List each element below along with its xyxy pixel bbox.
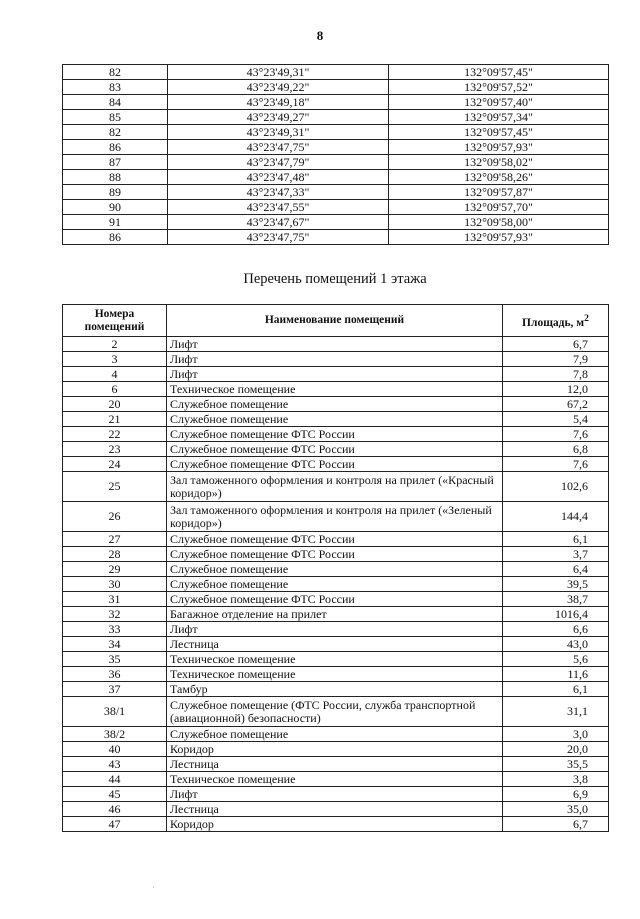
room-number: 38/2 [63, 727, 167, 742]
room-number: 4 [63, 367, 167, 382]
room-name: Лифт [167, 787, 503, 802]
coordinate-row [63, 140, 609, 155]
coordinate-latitude: 43°23'47,79" [168, 155, 389, 170]
coordinate-longitude: 132°09'57,87" [389, 185, 609, 200]
coordinate-longitude: 132°09'57,45" [389, 125, 609, 140]
room-name: Багажное отделение на прилет [167, 607, 503, 622]
room-area: 67,2 [503, 397, 609, 412]
room-row [63, 667, 609, 682]
coordinate-longitude: 132°09'58,26" [389, 170, 609, 185]
room-name: Служебное помещение ФТС России [167, 592, 503, 607]
header-room-number-line2: помещений [84, 320, 145, 333]
room-area: 6,7 [503, 337, 609, 352]
section-title: Перечень помещений 1 этажа [243, 271, 427, 287]
coordinate-point: 88 [63, 170, 168, 185]
room-name: Служебное помещение [167, 727, 503, 742]
coordinate-longitude: 132°09'58,00" [389, 215, 609, 230]
room-area: 11,6 [503, 667, 609, 682]
coordinate-latitude: 43°23'47,55" [168, 200, 389, 215]
room-number: 6 [63, 382, 167, 397]
coordinate-point: 84 [63, 95, 168, 110]
coordinate-row [63, 125, 609, 140]
coordinate-longitude: 132°09'57,52" [389, 80, 609, 95]
room-name: Лифт [167, 367, 503, 382]
coordinate-row [63, 110, 609, 125]
room-number: 22 [63, 427, 167, 442]
room-area: 1016,4 [503, 607, 609, 622]
room-row [63, 607, 609, 622]
room-area: 3,7 [503, 547, 609, 562]
room-area: 7,9 [503, 352, 609, 367]
room-area: 35,0 [503, 802, 609, 817]
room-name: Служебное помещение [167, 412, 503, 427]
header-room-name: Наименование помещений [167, 305, 503, 337]
room-number: 2 [63, 337, 167, 352]
room-name: Служебное помещение ФТС России [167, 532, 503, 547]
room-number: 25 [63, 472, 167, 502]
coordinate-row [63, 215, 609, 230]
room-name: Техническое помещение [167, 652, 503, 667]
coordinate-latitude: 43°23'47,67" [168, 215, 389, 230]
room-area: 7,6 [503, 457, 609, 472]
room-row [63, 682, 609, 697]
coordinate-point: 87 [63, 155, 168, 170]
coordinate-row [63, 230, 609, 245]
coordinate-point: 86 [63, 230, 168, 245]
header-area-sup: 2 [584, 312, 589, 324]
coordinate-longitude: 132°09'57,34" [389, 110, 609, 125]
room-area: 39,5 [503, 577, 609, 592]
coordinate-longitude: 132°09'58,02" [389, 155, 609, 170]
coordinate-longitude: 132°09'57,45" [389, 65, 609, 80]
room-row [63, 547, 609, 562]
room-number: 47 [63, 817, 167, 832]
room-name: Зал таможенного оформления и контроля на прилет («Красный коридор») [167, 472, 503, 502]
room-name: Лифт [167, 337, 503, 352]
room-row [63, 427, 609, 442]
room-area: 6,8 [503, 442, 609, 457]
room-number: 28 [63, 547, 167, 562]
room-row [63, 457, 609, 472]
room-name: Служебное помещение ФТС России [167, 427, 503, 442]
coordinate-row [63, 95, 609, 110]
room-row [63, 727, 609, 742]
room-row [63, 502, 609, 532]
room-number: 31 [63, 592, 167, 607]
room-name: Лестница [167, 637, 503, 652]
room-number: 21 [63, 412, 167, 427]
coordinate-longitude: 132°09'57,40" [389, 95, 609, 110]
coordinate-latitude: 43°23'49,31" [168, 125, 389, 140]
room-number: 24 [63, 457, 167, 472]
room-row [63, 652, 609, 667]
room-number: 26 [63, 502, 167, 532]
room-area: 20,0 [503, 742, 609, 757]
room-area: 43,0 [503, 637, 609, 652]
coordinate-row [63, 185, 609, 200]
room-number: 40 [63, 742, 167, 757]
room-number: 37 [63, 682, 167, 697]
room-number: 36 [63, 667, 167, 682]
coordinate-row [63, 200, 609, 215]
room-number: 32 [63, 607, 167, 622]
coordinate-latitude: 43°23'47,48" [168, 170, 389, 185]
coordinate-latitude: 43°23'47,75" [168, 230, 389, 245]
room-number: 27 [63, 532, 167, 547]
room-number: 38/1 [63, 697, 167, 727]
room-row [63, 742, 609, 757]
header-room-number [63, 305, 167, 337]
room-row [63, 697, 609, 727]
coordinate-latitude: 43°23'49,18" [168, 95, 389, 110]
coordinates-table [62, 64, 609, 245]
room-number: 35 [63, 652, 167, 667]
room-area: 3,8 [503, 772, 609, 787]
room-area: 7,8 [503, 367, 609, 382]
room-area: 5,6 [503, 652, 609, 667]
room-name: Служебное помещение ФТС России [167, 457, 503, 472]
room-name: Техническое помещение [167, 667, 503, 682]
room-row [63, 367, 609, 382]
room-name: Коридор [167, 742, 503, 757]
room-name: Зал таможенного оформления и контроля на прилет («Зеленый коридор») [167, 502, 503, 532]
header-area-label: Площадь, м [522, 316, 585, 329]
rooms-header-row [63, 305, 609, 337]
room-row [63, 442, 609, 457]
page-number: 8 [316, 28, 324, 43]
room-name: Техническое помещение [167, 382, 503, 397]
coordinate-point: 83 [63, 80, 168, 95]
coordinate-latitude: 43°23'47,75" [168, 140, 389, 155]
coordinate-point: 85 [63, 110, 168, 125]
room-number: 29 [63, 562, 167, 577]
room-row [63, 397, 609, 412]
room-area: 31,1 [503, 697, 609, 727]
room-area: 144,4 [503, 502, 609, 532]
room-row [63, 802, 609, 817]
room-name: Служебное помещение [167, 562, 503, 577]
room-row [63, 787, 609, 802]
room-area: 7,6 [503, 427, 609, 442]
coordinate-point: 86 [63, 140, 168, 155]
coordinate-longitude: 132°09'57,93" [389, 230, 609, 245]
coordinate-row [63, 65, 609, 80]
room-area: 6,7 [503, 817, 609, 832]
room-area: 38,7 [503, 592, 609, 607]
room-row [63, 592, 609, 607]
room-row [63, 337, 609, 352]
room-name: Служебное помещение ФТС России [167, 547, 503, 562]
room-name: Служебное помещение (ФТС России, служба транспортной (авиационной) безопасности) [167, 697, 503, 727]
room-number: 45 [63, 787, 167, 802]
rooms-table [62, 304, 609, 832]
room-name: Лестница [167, 757, 503, 772]
room-row [63, 637, 609, 652]
room-row [63, 532, 609, 547]
room-area: 102,6 [503, 472, 609, 502]
header-room-area [503, 305, 609, 337]
room-area: 35,5 [503, 757, 609, 772]
coordinate-point: 89 [63, 185, 168, 200]
header-room-number-line1: Номера [94, 307, 135, 320]
coordinate-longitude: 132°09'57,93" [389, 140, 609, 155]
room-number: 33 [63, 622, 167, 637]
room-name: Техническое помещение [167, 772, 503, 787]
room-number: 20 [63, 397, 167, 412]
room-row [63, 382, 609, 397]
room-name: Лифт [167, 352, 503, 367]
room-row [63, 577, 609, 592]
room-name: Тамбур [167, 682, 503, 697]
room-row [63, 817, 609, 832]
room-number: 23 [63, 442, 167, 457]
room-number: 44 [63, 772, 167, 787]
room-row [63, 352, 609, 367]
room-number: 34 [63, 637, 167, 652]
room-row [63, 412, 609, 427]
coordinate-point: 82 [63, 125, 168, 140]
room-number: 30 [63, 577, 167, 592]
coordinate-point: 90 [63, 200, 168, 215]
room-name: Лестница [167, 802, 503, 817]
room-row [63, 562, 609, 577]
room-name: Служебное помещение ФТС России [167, 442, 503, 457]
room-row [63, 472, 609, 502]
coordinate-latitude: 43°23'47,33" [168, 185, 389, 200]
room-name: Коридор [167, 817, 503, 832]
coordinate-row [63, 80, 609, 95]
coordinate-point: 82 [63, 65, 168, 80]
room-row [63, 622, 609, 637]
room-area: 6,4 [503, 562, 609, 577]
room-name: Служебное помещение [167, 397, 503, 412]
coordinate-latitude: 43°23'49,22" [168, 80, 389, 95]
room-row [63, 772, 609, 787]
room-area: 5,4 [503, 412, 609, 427]
room-area: 6,1 [503, 682, 609, 697]
room-row [63, 757, 609, 772]
coordinate-latitude: 43°23'49,31" [168, 65, 389, 80]
room-area: 3,0 [503, 727, 609, 742]
room-area: 6,6 [503, 622, 609, 637]
room-area: 12,0 [503, 382, 609, 397]
room-number: 43 [63, 757, 167, 772]
coordinate-row [63, 155, 609, 170]
coordinate-latitude: 43°23'49,27" [168, 110, 389, 125]
room-area: 6,9 [503, 787, 609, 802]
scan-mark: · [152, 882, 155, 892]
coordinate-longitude: 132°09'57,70" [389, 200, 609, 215]
room-number: 3 [63, 352, 167, 367]
room-number: 46 [63, 802, 167, 817]
room-name: Лифт [167, 622, 503, 637]
room-area: 6,1 [503, 532, 609, 547]
coordinate-row [63, 170, 609, 185]
room-name: Служебное помещение [167, 577, 503, 592]
coordinate-point: 91 [63, 215, 168, 230]
